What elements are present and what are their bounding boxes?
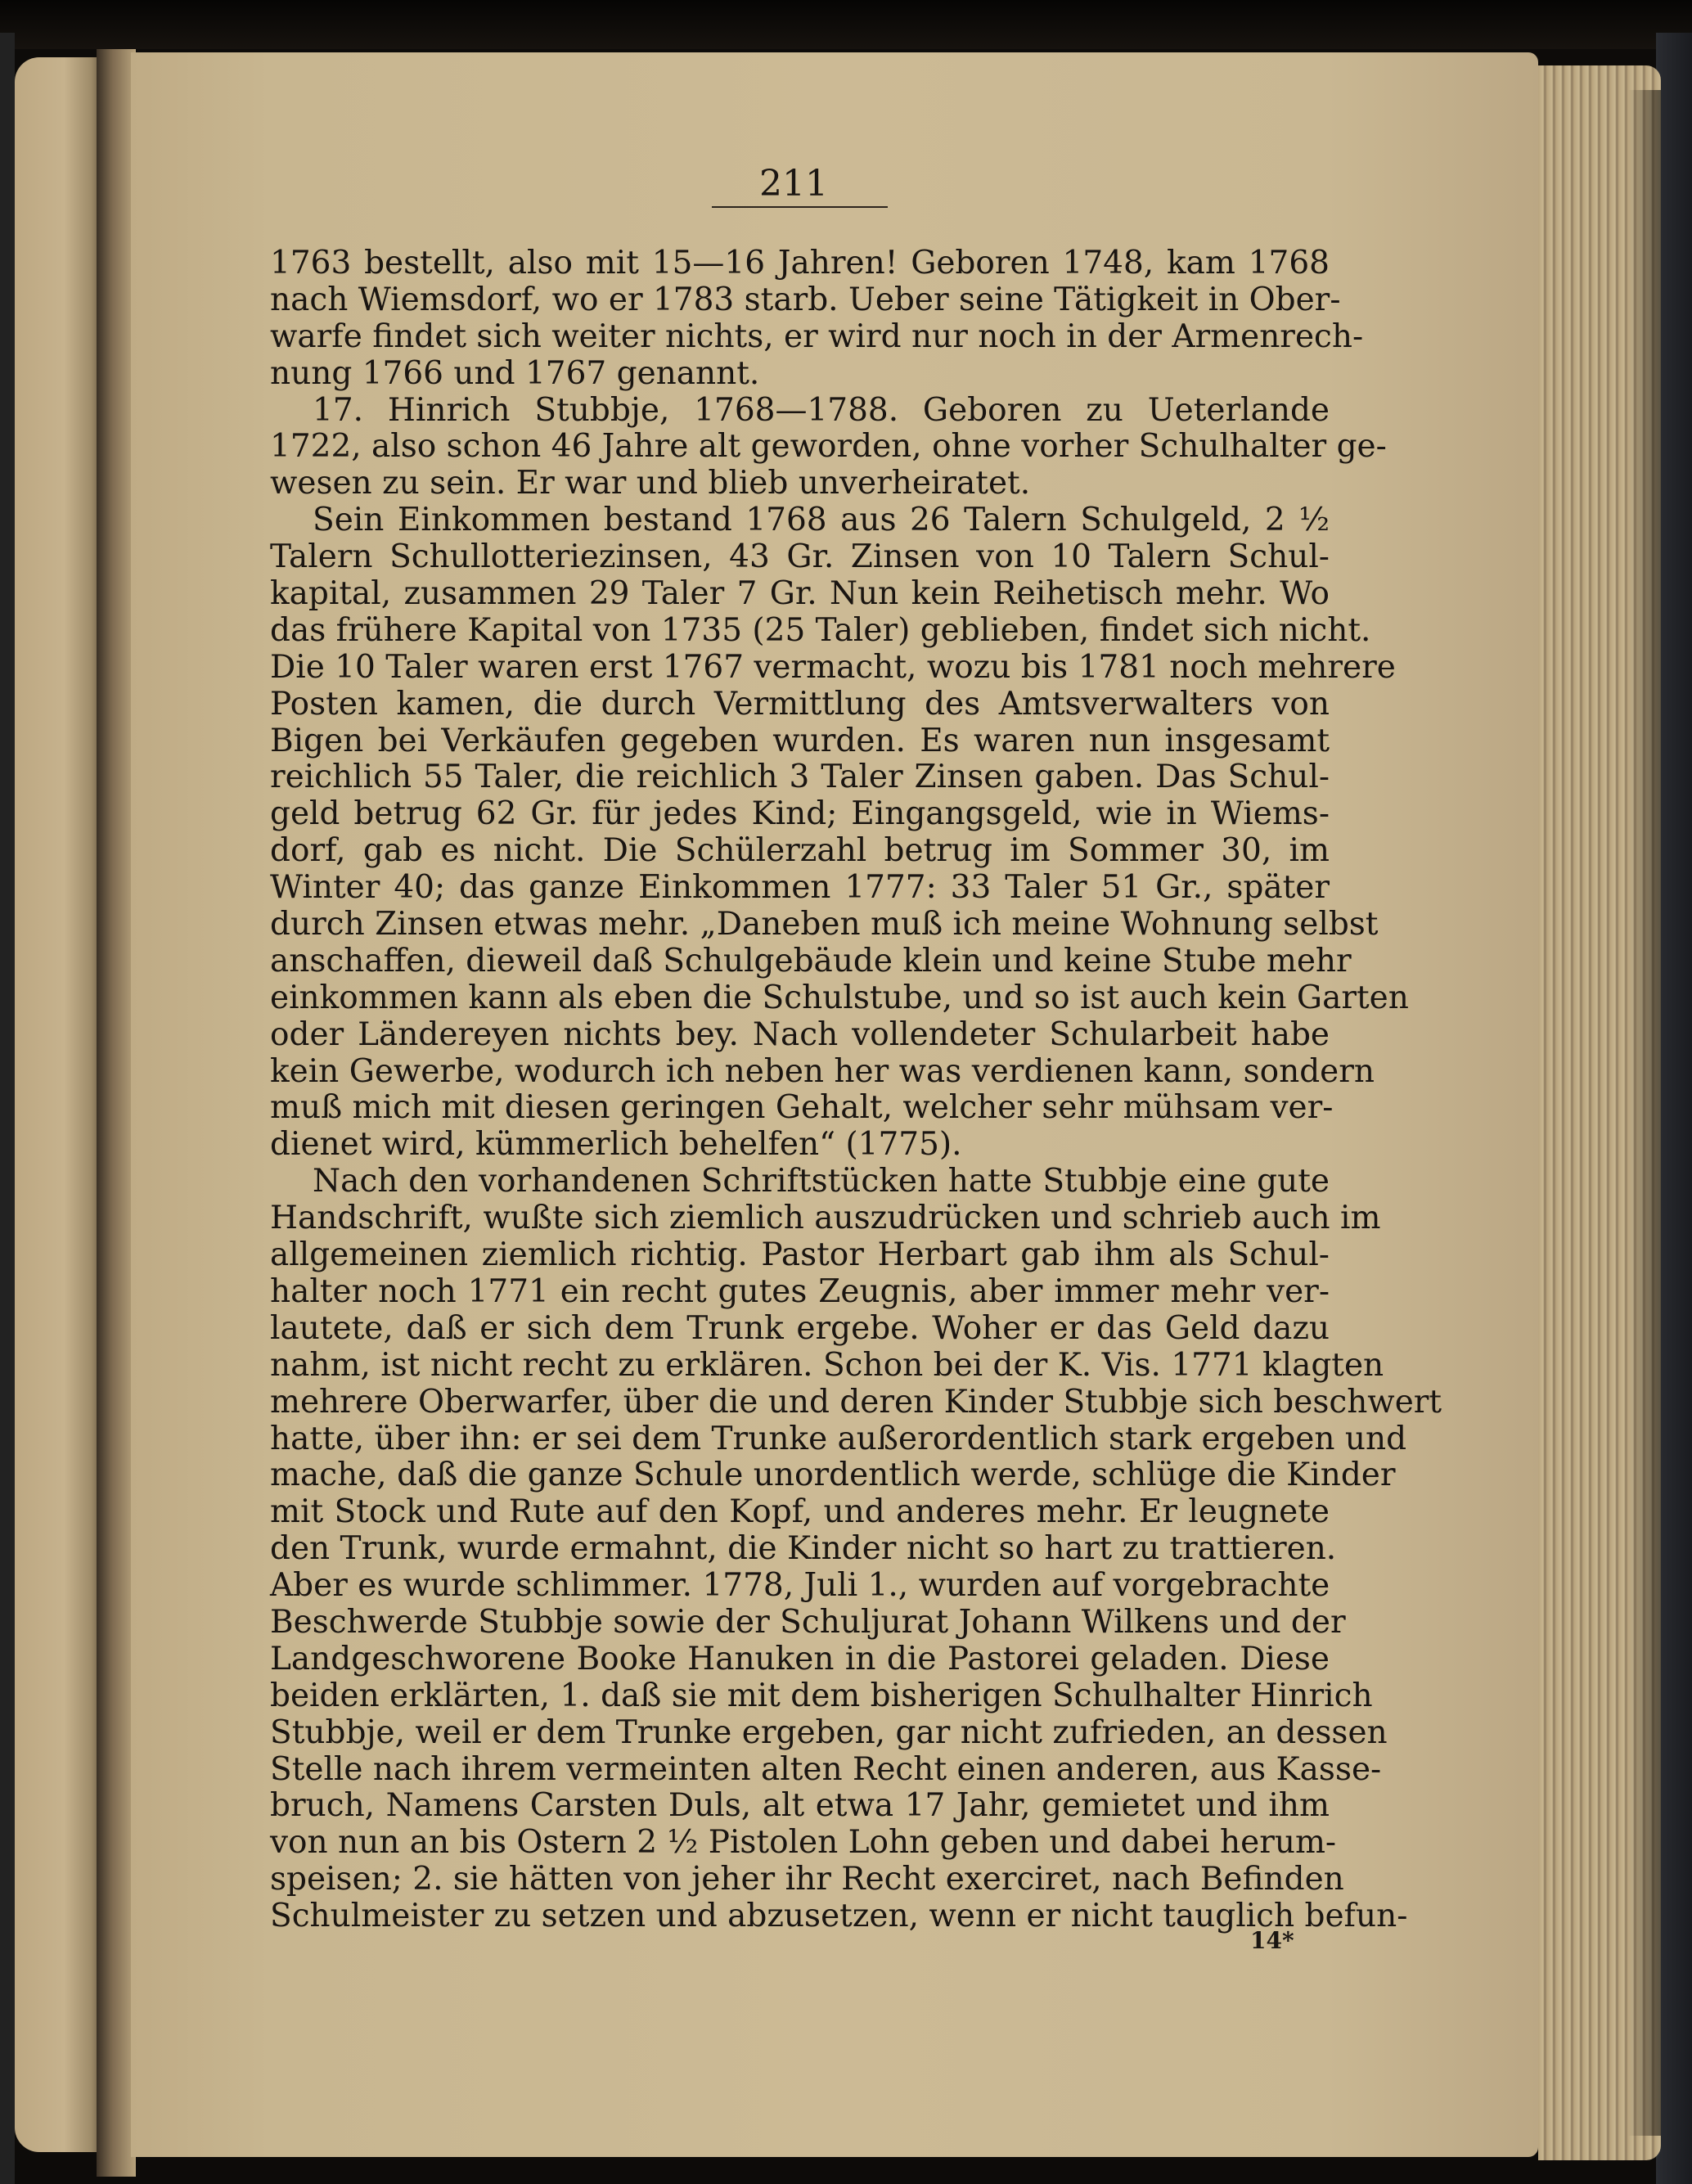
book-cover-left bbox=[0, 33, 15, 2184]
text-line: Stubbje, weil er dem Trunke ergeben, gar nicht zufrieden, an dessen bbox=[270, 1713, 1388, 1751]
page-edge-shadow bbox=[1628, 90, 1661, 2136]
text-line: warfe findet sich weiter nichts, er wird nur noch in der Armenrech- bbox=[270, 317, 1364, 355]
text-line: Stelle nach ihrem vermeinten alten Recht einen anderen, aus Kasse- bbox=[270, 1750, 1382, 1788]
text-line: Posten kamen, die durch Vermittlung des Amtsverwalters von bbox=[270, 685, 1330, 723]
text-line: lautete, daß er sich dem Trunk ergebe. Woher er das Geld dazu bbox=[270, 1309, 1330, 1347]
text-line: dorf, gab es nicht. Die Schülerzahl betrug im Sommer 30, im bbox=[270, 832, 1330, 870]
text-line: Schulmeister zu setzen und abzusetzen, wenn er nicht tauglich befun- bbox=[270, 1898, 1408, 1935]
text-line: Nach den vorhandenen Schriftstücken hatte Stubbje eine gute bbox=[313, 1163, 1330, 1200]
text-line: wesen zu sein. Er war und blieb unverheiratet. bbox=[270, 465, 1031, 502]
text-line: Die 10 Taler waren erst 1767 vermacht, wozu bis 1781 noch mehrere bbox=[270, 648, 1396, 686]
text-line: durch Zinsen etwas mehr. „Daneben muß ich meine Wohnung selbst bbox=[270, 906, 1379, 943]
text-line: mit Stock und Rute auf den Kopf, und anderes mehr. Er leugnete bbox=[270, 1493, 1330, 1531]
text-line: allgemeinen ziemlich richtig. Pastor Herbart gab ihm als Schul- bbox=[270, 1236, 1330, 1274]
book-gutter bbox=[97, 49, 136, 2177]
text-line: kapital, zusammen 29 Taler 7 Gr. Nun kein Reihetisch mehr. Wo bbox=[270, 575, 1330, 613]
text-line: den Trunk, wurde ermahnt, die Kinder nicht so hart zu trattieren. bbox=[270, 1530, 1337, 1568]
text-line: das frühere Kapital von 1735 (25 Taler) geblieben, findet sich nicht. bbox=[270, 611, 1371, 649]
text-line: 1722, also schon 46 Jahre alt geworden, ohne vorher Schulhalter ge- bbox=[270, 428, 1387, 466]
text-line: mehrere Oberwarfer, über die und deren Kinder Stubbje sich beschwert bbox=[270, 1383, 1442, 1421]
book-cover-right bbox=[1656, 33, 1692, 2184]
text-line: Sein Einkommen bestand 1768 aus 26 Talern Schulgeld, 2 ½ bbox=[313, 502, 1330, 539]
text-line: dienet wird, kümmerlich behelfen“ (1775). bbox=[270, 1126, 962, 1164]
text-line: 17. Hinrich Stubbje, 1768—1788. Geboren zu Ueterlande bbox=[313, 391, 1330, 429]
previous-page-edge bbox=[15, 57, 105, 2152]
text-line: 1763 bestellt, also mit 15—16 Jahren! Geboren 1748, kam 1768 bbox=[270, 245, 1330, 281]
text-line: muß mich mit diesen geringen Gehalt, welcher sehr mühsam ver- bbox=[270, 1089, 1334, 1127]
text-line: nach Wiemsdorf, wo er 1783 starb. Ueber seine Tätigkeit in Ober- bbox=[270, 281, 1341, 318]
text-line: halter noch 1771 ein recht gutes Zeugnis, aber immer mehr ver- bbox=[270, 1272, 1330, 1310]
text-line: Beschwerde Stubbje sowie der Schuljurat Johann Wilkens und der bbox=[270, 1603, 1346, 1641]
text-line: Aber es wurde schlimmer. 1778, Juli 1., wurden auf vorgebrachte bbox=[270, 1567, 1330, 1605]
scan-background bbox=[0, 0, 1692, 49]
text-line: Handschrift, wußte sich ziemlich auszudrücken und schrieb auch im bbox=[270, 1200, 1381, 1237]
text-line: speisen; 2. sie hätten von jeher ihr Recht exerciret, nach Befinden bbox=[270, 1861, 1344, 1898]
header-rule bbox=[712, 206, 888, 208]
text-line: von nun an bis Ostern 2 ½ Pistolen Lohn geben und dabei herum- bbox=[270, 1824, 1337, 1862]
page-number: 211 bbox=[759, 163, 828, 205]
text-line: mache, daß die ganze Schule unordentlich werde, schlüge die Kinder bbox=[270, 1457, 1396, 1494]
text-line: bruch, Namens Carsten Duls, alt etwa 17 Jahr, gemietet und ihm bbox=[270, 1787, 1330, 1825]
text-line: nahm, ist nicht recht zu erklären. Schon bei der K. Vis. 1771 klagten bbox=[270, 1346, 1384, 1384]
text-line: beiden erklärten, 1. daß sie mit dem bisherigen Schulhalter Hinrich bbox=[270, 1677, 1373, 1714]
text-line: oder Ländereyen nichts bey. Nach vollendeter Schularbeit habe bbox=[270, 1015, 1330, 1053]
text-line: Bigen bei Verkäufen gegeben wurden. Es waren nun insgesamt bbox=[270, 722, 1330, 759]
text-line: Talern Schullotteriezinsen, 43 Gr. Zinsen von 10 Talern Schul- bbox=[270, 538, 1330, 576]
text-line: Landgeschworene Booke Hanuken in die Pastorei geladen. Diese bbox=[270, 1640, 1330, 1677]
text-line: einkommen kann als eben die Schulstube, und so ist auch kein Garten bbox=[270, 979, 1409, 1016]
printer-signature: 14* bbox=[1250, 1927, 1294, 1954]
text-line: anschaffen, dieweil daß Schulgebäude klein und keine Stube mehr bbox=[270, 942, 1352, 979]
text-line: geld betrug 62 Gr. für jedes Kind; Eingangsgeld, wie in Wiems- bbox=[270, 795, 1330, 833]
text-line: nung 1766 und 1767 genannt. bbox=[270, 354, 760, 392]
text-line: kein Gewerbe, wodurch ich neben her was verdienen kann, sondern bbox=[270, 1052, 1375, 1090]
text-line: hatte, über ihn: er sei dem Trunke außerordentlich stark ergeben und bbox=[270, 1420, 1407, 1457]
text-line: reichlich 55 Taler, die reichlich 3 Taler Zinsen gaben. Das Schul- bbox=[270, 759, 1330, 796]
page-body bbox=[270, 245, 1442, 1935]
text-line: Winter 40; das ganze Einkommen 1777: 33 Taler 51 Gr., später bbox=[270, 869, 1330, 907]
